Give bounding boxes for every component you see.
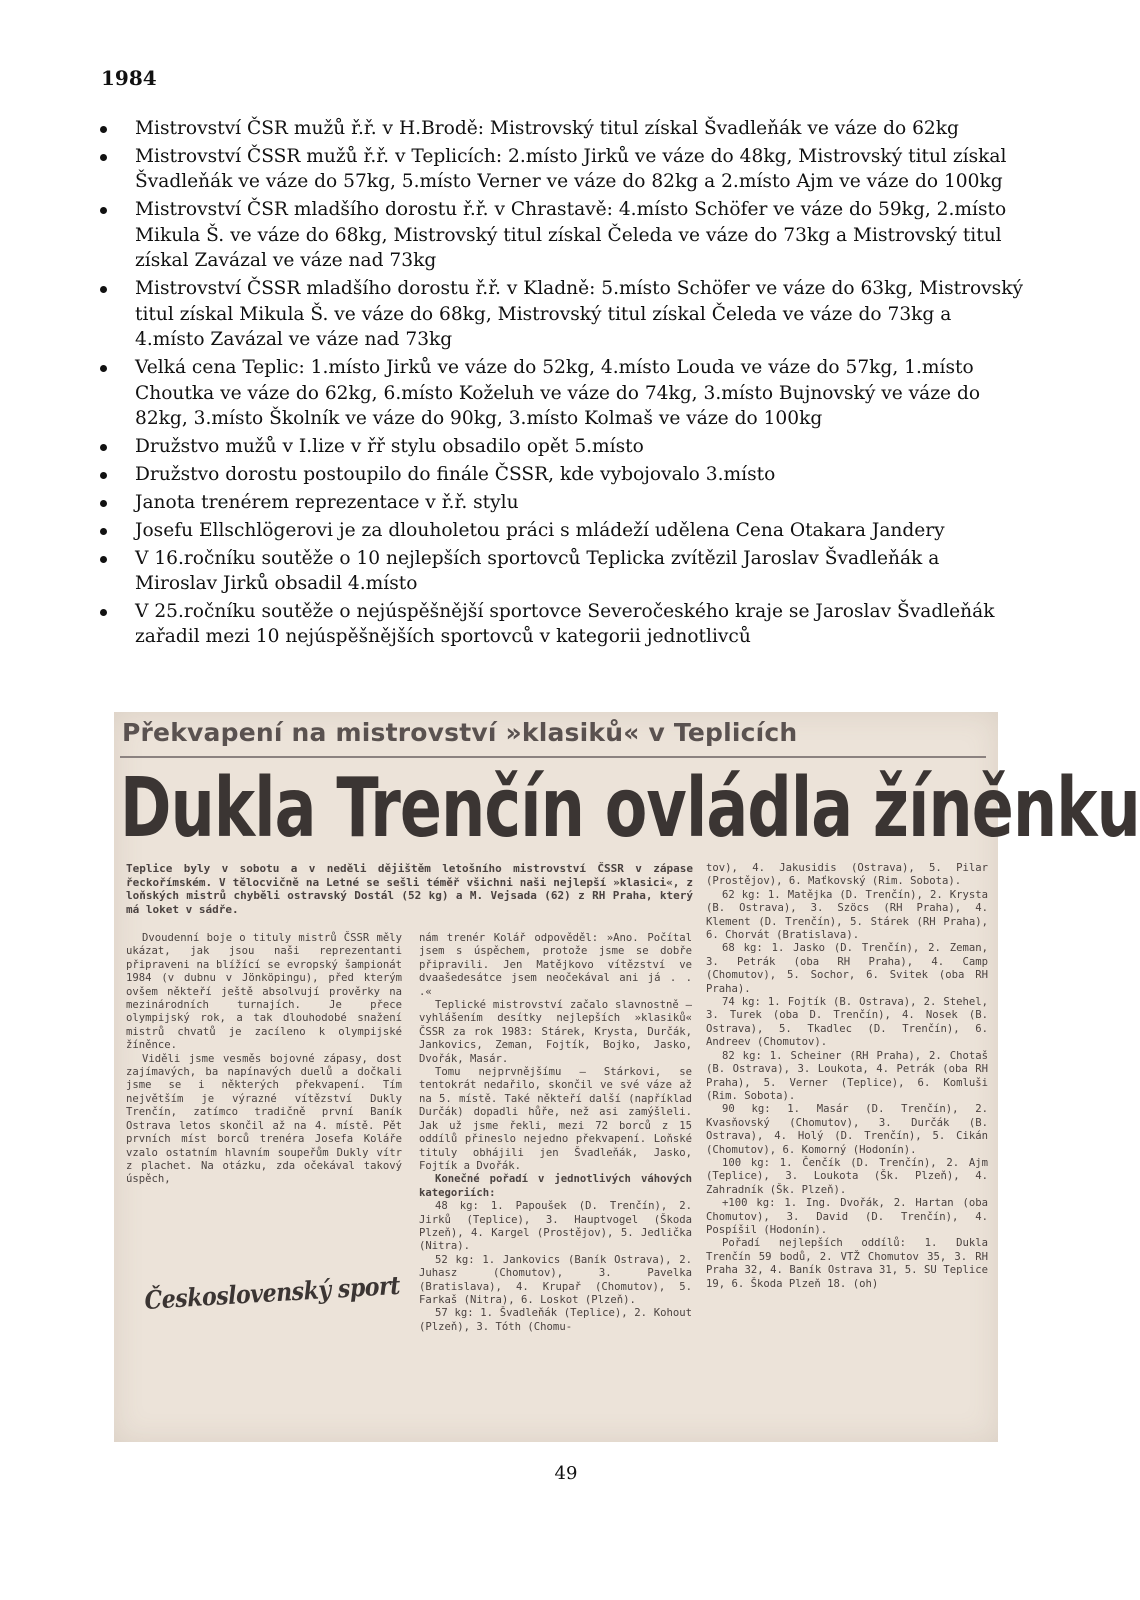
bullet-icon <box>100 556 107 563</box>
bullet-icon <box>100 286 107 293</box>
bullet-icon <box>100 444 107 451</box>
bullet-icon <box>100 528 107 535</box>
bullet-icon <box>100 500 107 507</box>
article-paragraph: Tomu nejprvnějšímu — Stárkovi, se tentokrát nedařilo, skončil ve své váze až na 5. místě. Také někteří další (například Durčák) dopadli hůře, než asi zamýšleli. Jak už jsme řekli, mezi 72 borců z 15 oddílů přineslo nejedno překvapení. Loňské tituly obhájili jen Švadleňák, Jasko, Fojtík a Dvořák. <box>419 1066 692 1172</box>
results-entry: 68 kg: 1. Jasko (D. Trenčín), 2. Zeman, 3. Petrák (oba RH Praha), 4. Camp (Chomutov), 5. Sochor, 6. Svitek (oba RH Praha). <box>706 942 988 995</box>
list-item: Janota trenérem reprezentace v ř.ř. stylu <box>98 490 1023 516</box>
results-entry: +100 kg: 1. Ing. Dvořák, 2. Hartan (oba Chomutov), 3. David (D. Trenčín), 4. Pospíšil (Hodonín). <box>706 1197 988 1236</box>
results-entry: 90 kg: 1. Masár (D. Trenčín), 2. Kvasňovský (Chomutov), 3. Durčák (B. Ostrava), 4. Holý (D. Trenčín), 5. Cikán (Chomutov), 6. Komorný (Hodonín). <box>706 1103 988 1156</box>
results-entry: 74 kg: 1. Fojtík (B. Ostrava), 2. Stehel, 3. Turek (oba D. Trenčín), 4. Nosek (B. Ostrava), 5. Tkadlec (D. Trenčín), 6. Andreev (Chomutov). <box>706 996 988 1049</box>
page-number: 49 <box>554 1463 578 1484</box>
bullet-icon <box>100 126 107 133</box>
clipping-lead: Teplice byly v sobotu a v neděli dějištěm letošního mistrovství ČSSR v zápase řeckořímském. V tělocvičně na Letné se sešli téměř všichni naši nejlepší »klasici«, z loňských mistrů chyběli ostravský Dostál (52 kg) a M. Vejsada (62) z RH Praha, který má loket v sádře. <box>126 862 693 916</box>
bullet-icon <box>100 365 107 372</box>
clipping-column-3 <box>706 862 988 1291</box>
achievement-list <box>98 116 1023 652</box>
list-item: Družstvo mužů v I.lize v řř stylu obsadilo opět 5.místo <box>98 434 1023 460</box>
year-heading: 1984 <box>101 66 157 90</box>
list-item: V 25.ročníku soutěže o nejúspěšnější sportovce Severočeského kraje se Jaroslav Švadleňák zařadil mezi 10 nejúspěšnějších sportovců v kategorii jednotlivců <box>98 599 1023 650</box>
results-entry: 52 kg: 1. Jankovics (Baník Ostrava), 2. Juhasz (Chomutov), 3. Pavelka (Bratislava), 4. Krupař (Chomutov), 5. Farkaš (Nitra), 6. Loskot (Plzeň). <box>419 1253 692 1306</box>
list-item: Mistrovství ČSR mužů ř.ř. v H.Brodě: Mistrovský titul získal Švadleňák ve váze do 62kg <box>98 116 1023 142</box>
bullet-icon <box>100 154 107 161</box>
article-paragraph: Dvoudenní boje o tituly mistrů ČSSR měly ukázat, jak jsou naši reprezentanti připraveni na blížící se evropský šampionát 1984 (v dubnu v Jönköpingu), před kterým ovšem někteří ještě absolvují prověrky na mezinárodních turnajích. Je přece olympijský rok, a tak dlouhodobé snažení mistrů chvatů je zacíleno k olympijské žíněnce. <box>126 932 402 1052</box>
list-item: Družstvo dorostu postoupilo do finále ČSSR, kde vybojovalo 3.místo <box>98 462 1023 488</box>
results-entry: 57 kg: 1. Švadleňák (Teplice), 2. Kohout (Plzeň), 3. Tóth (Chomu- <box>419 1307 692 1333</box>
results-entry: Pořadí nejlepších oddílů: 1. Dukla Trenčín 59 bodů, 2. VTŽ Chomutov 35, 3. RH Praha 32, 4. Baník Ostrava 31, 5. SU Teplice 19, 6. Škoda Plzeň 18. (oh) <box>706 1237 988 1290</box>
results-entry: 48 kg: 1. Papoušek (D. Trenčín), 2. Jirků (Teplice), 3. Hauptvogel (Škoda Plzeň), 4. Kargel (Prostějov), 5. Jedlička (Nitra). <box>419 1200 692 1253</box>
article-paragraph: Viděli jsme vesměs bojovné zápasy, dost zajímavých, ba napínavých duelů a dočkali jsme se i některých překvapení. Tím největším je výrazné vítězství Dukly Trenčín, zatímco tradičně první Baník Ostrava letos skončil až na 4. místě. Pět prvních míst borců trenéra Josefa Koláře vzalo ostatním hlavním soupeřům Dukly vítr z plachet. Na otázku, zda očekával takový úspěch, <box>126 1052 402 1186</box>
list-item: Mistrovství ČSSR mladšího dorostu ř.ř. v Kladně: 5.místo Schöfer ve váze do 63kg, Mistrovský titul získal Mikula Š. ve váze do 68kg, Mistrovský titul získal Čeleda ve váze do 73kg a 4.místo Zavázal ve váze nad 73kg <box>98 276 1023 353</box>
bullet-icon <box>100 472 107 479</box>
results-entry: 82 kg: 1. Scheiner (RH Praha), 2. Chotaš (B. Ostrava), 3. Loukota, 4. Petrák (oba RH Praha), 5. Verner (Teplice), 6. Komluši (Rim. Sobota). <box>706 1049 988 1102</box>
list-item: Mistrovství ČSR mladšího dorostu ř.ř. v Chrastavě: 4.místo Schöfer ve váze do 59kg, 2.místo Mikula Š. ve váze do 68kg, Mistrovský titul získal Čeleda ve váze do 73kg a Mistrovský titul získal Zavázal ve váze nad 73kg <box>98 197 1023 274</box>
clipping-headline: Dukla Trenčín ovládla žíněnku <box>120 761 1140 856</box>
clipping-column-1 <box>126 932 402 1187</box>
results-entry: tov), 4. Jakusidis (Ostrava), 5. Pilar (Prostějov), 6. Maťkovský (Rim. Sobota). <box>706 862 988 888</box>
bullet-icon <box>100 609 107 616</box>
kicker-rule <box>120 756 986 758</box>
results-entry: 100 kg: 1. Čenčík (D. Trenčín), 2. Ajm (Teplice), 3. Loukota (Šk. Plzeň), 4. Zahradník (Šk. Plzeň). <box>706 1156 988 1196</box>
clipping-kicker: Překvapení na mistrovství »klasiků« v Teplicích <box>122 718 798 747</box>
list-item: V 16.ročníku soutěže o 10 nejlepších sportovců Teplicka zvítězil Jaroslav Švadleňák a Miroslav Jirků obsadil 4.místo <box>98 546 1023 597</box>
clipping-column-2 <box>419 932 692 1334</box>
results-entry: 62 kg: 1. Matějka (D. Trenčín), 2. Krysta (B. Ostrava), 3. Szöcs (RH Praha), 4. Klement (D. Trenčín), 5. Stárek (RH Praha), 6. Chorvát (Bratislava). <box>706 888 988 942</box>
article-paragraph: nám trenér Kolář odpověděl: »Ano. Počítal jsem s úspěchem, protože jsme se dobře připravili. Jen Matějkovo vítězství ve dvaašedesátce jsem neočekával ani já . . .« <box>419 932 692 998</box>
list-item: Velká cena Teplic: 1.místo Jirků ve váze do 52kg, 4.místo Louda ve váze do 57kg, 1.místo Choutka ve váze do 62kg, 6.místo Koželuh ve váze do 74kg, 3.místo Bujnovský ve váze do 82kg, 3.místo Školník ve váze do 90kg, 3.místo Kolmaš ve váze do 100kg <box>98 355 1023 432</box>
newspaper-logo: Československý sport <box>144 1270 401 1315</box>
results-heading: Konečné pořadí v jednotlivých váhových kategoriích: <box>419 1173 692 1199</box>
list-item: Josefu Ellschlögerovi je za dlouholetou práci s mládeží udělena Cena Otakara Jandery <box>98 518 1023 544</box>
newspaper-clipping <box>114 712 1140 1442</box>
article-paragraph: Teplické mistrovství začalo slavnostně — vyhlášením desítky nejlepších »klasiků« ČSSR za rok 1983: Stárek, Krysta, Durčák, Jankovics, Zeman, Fojtík, Bojko, Jasko, Dvořák, Masár. <box>419 999 692 1065</box>
bullet-icon <box>100 207 107 214</box>
list-item: Mistrovství ČSSR mužů ř.ř. v Teplicích: 2.místo Jirků ve váze do 48kg, Mistrovský titul získal Švadleňák ve váze do 57kg, 5.místo Verner ve váze do 82kg a 2.místo Ajm ve váze do 100kg <box>98 144 1023 195</box>
